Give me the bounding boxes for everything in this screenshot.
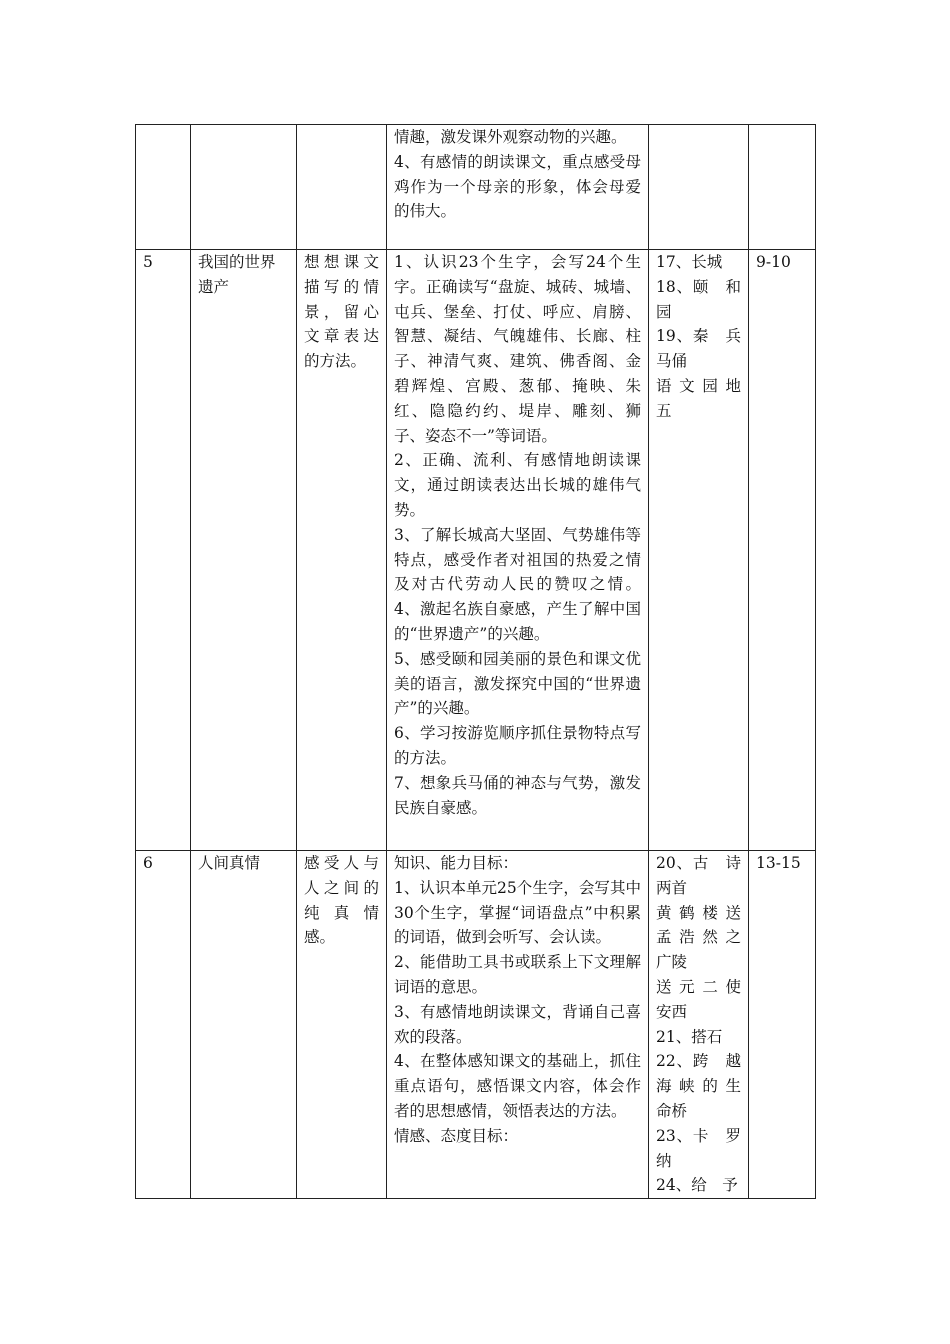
goal-item: 1、认识本单元25个生字，会写其中30个生字，掌握“词语盘点”中积累的词语，做到会听写、会认读。 xyxy=(394,878,641,947)
unit-title-cell: 人间真情 xyxy=(191,851,297,1199)
lesson-item: 语 文 园 地 五 xyxy=(656,376,741,420)
goal-item: 4、有感情的朗读课文，重点感受母鸡作为一个母亲的形象，体会母爱的伟大。 xyxy=(394,152,641,221)
goal-item: 1、认识23个生字，会写24个生字。正确读写“盘旋、城砖、城墙、屯兵、堡垒、打仗、呼应、肩膀、智慧、凝结、气魄雄伟、长廊、柱子、神清气爽、建筑、佛香阁、金碧辉煌、宫殿、葱郁、掩映、朱红、隐隐约约、堤岸、雕刻、狮子、姿态不一”等词语。 xyxy=(394,253,641,445)
lesson-item: 黄 鹤 楼 送 孟 浩 然 之 广陵 xyxy=(656,903,741,972)
hours-cell: 13-15 xyxy=(749,851,816,1199)
goal-item: 7、想象兵马俑的神态与气势，激发民族自豪感。 xyxy=(394,773,641,817)
hours-cell: 9-10 xyxy=(749,250,816,851)
unit-number-cell: 5 xyxy=(136,250,191,851)
table-row xyxy=(136,851,816,1199)
lesson-item: 19、秦 兵 马俑 xyxy=(656,327,757,371)
teaching-plan-table xyxy=(135,124,816,1199)
goal-item: 3、了解长城高大坚固、气势雄伟等特点，感受作者对祖国的热爱之情及对古代劳动人民的赞叹之情。 4、激起名族自豪感，产生了解中国的“世界遗产”的兴趣。 xyxy=(394,525,641,643)
goal-item: 3、有感情地朗读课文，背诵自己喜欢的段落。 xyxy=(394,1002,641,1046)
lesson-item: 送 元 二 使 安西 xyxy=(656,977,741,1021)
goal-item: 2、正确、流利、有感情地朗读课文，通过朗读表达出长城的雄伟气势。 xyxy=(394,451,641,519)
unit-number-cell xyxy=(136,125,191,250)
goal-item: 知识、能力目标： xyxy=(394,854,519,872)
unit-theme-cell xyxy=(297,125,387,250)
lessons-cell xyxy=(649,250,757,851)
unit-theme-cell: 感受人与人之间的纯真情感。 xyxy=(297,851,387,1199)
lessons-cell xyxy=(649,125,749,250)
lesson-item: 24、给 予 xyxy=(656,1176,738,1195)
lesson-item: 17、长城 xyxy=(656,253,723,271)
lessons-cell xyxy=(649,851,757,1199)
hours-cell xyxy=(749,125,816,250)
lesson-item: 23、卡 罗 纳 xyxy=(656,1126,757,1170)
table-row xyxy=(136,125,816,250)
goal-item: 5、感受颐和园美丽的景色和课文优美的语言，激发探究中国的“世界遗产”的兴趣。 xyxy=(394,649,641,718)
goal-item: 2、能借助工具书或联系上下文理解词语的意思。 xyxy=(394,953,641,996)
lesson-item: 22、跨 越 海 峡 的 生 命桥 xyxy=(656,1052,757,1120)
unit-number-cell: 6 xyxy=(136,851,191,1199)
unit-theme-cell: 想想课文描写的情景，留心文章表达的方法。 xyxy=(297,250,387,851)
goals-cell xyxy=(387,125,649,250)
goals-cell xyxy=(387,250,649,851)
table-row xyxy=(136,250,816,851)
lesson-item: 21、搭石 xyxy=(656,1027,723,1046)
goal-item: 6、学习按游览顺序抓住景物特点写的方法。 xyxy=(394,724,641,767)
lesson-item: 20、古 诗 两首 xyxy=(656,854,757,897)
goals-cell xyxy=(387,851,649,1199)
goal-item: 情趣，激发课外观察动物的兴趣。 xyxy=(394,128,627,146)
unit-title-cell: 我国的世界遗产 xyxy=(191,250,297,851)
goal-item: 4、在整体感知课文的基础上，抓住重点语句，感悟课文内容，体会作者的思想感情，领悟表达的方法。 xyxy=(394,1052,641,1120)
lesson-item: 18、颐 和 园 xyxy=(656,277,757,321)
unit-title-cell xyxy=(191,125,297,250)
goal-item: 情感、态度目标： xyxy=(394,1126,519,1145)
